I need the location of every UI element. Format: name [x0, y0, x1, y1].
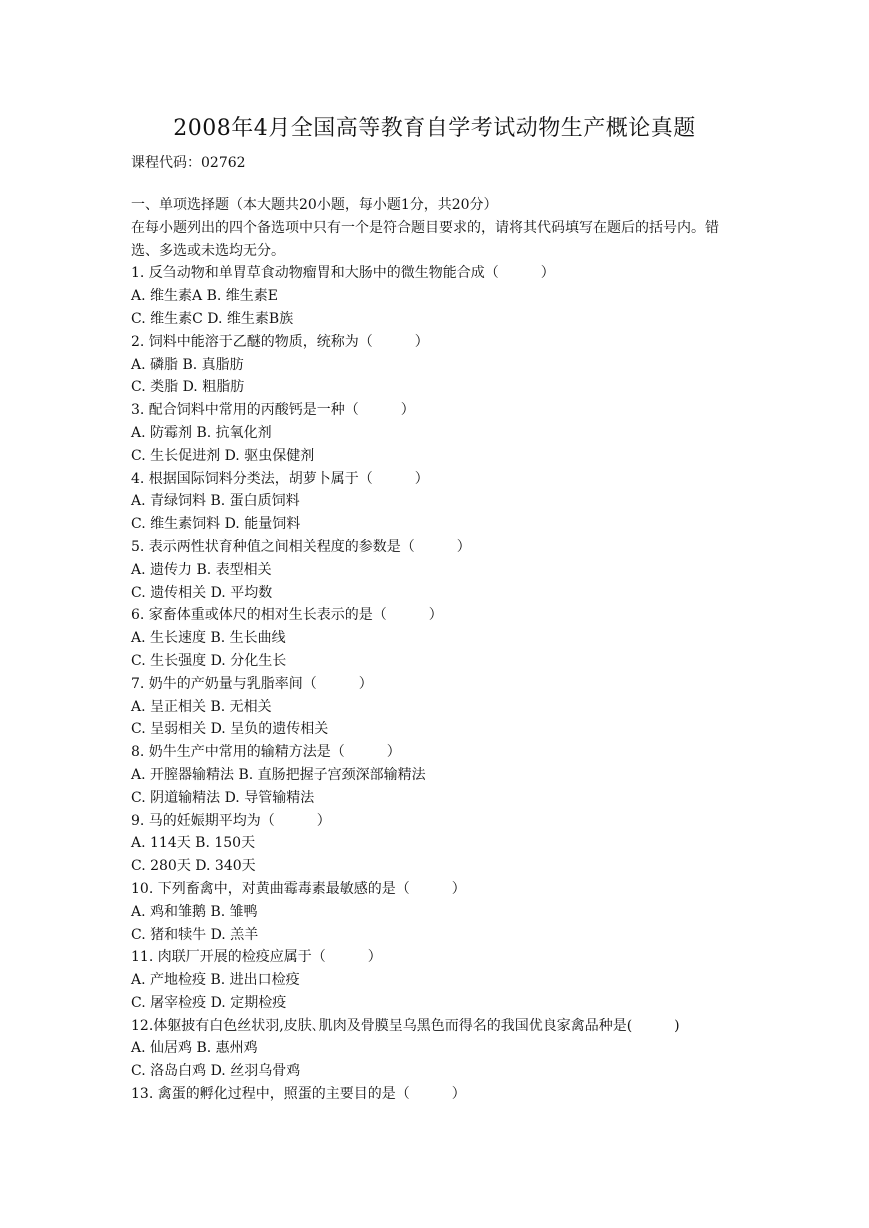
options-ab: A. 鸡和雏鹅 B. 雏鸭: [131, 903, 258, 920]
options-cd: C. 生长强度 D. 分化生长: [131, 652, 287, 669]
question-item: [131, 399, 743, 467]
question-item: [131, 468, 743, 536]
question-item: [131, 1015, 743, 1083]
options-cd: C. 阴道输精法 D. 导管输精法: [131, 789, 315, 806]
question-stem: 9. 马的妊娠期平均为（ ）: [131, 812, 331, 829]
question-item: [131, 536, 743, 604]
options-cd: C. 生长促进剂 D. 驱虫保健剂: [131, 447, 315, 464]
question-stem: 11. 肉联厂开展的检疫应属于（ ）: [131, 949, 382, 966]
question-stem: 8. 奶牛生产中常用的输精方法是（ ）: [131, 744, 401, 761]
options-cd: C. 维生素C D. 维生素B族: [131, 310, 294, 327]
options-ab: A. 114天 B. 150天: [131, 835, 256, 852]
options-cd: C. 遗传相关 D. 平均数: [131, 584, 273, 601]
question-stem: 5. 表示两性状育种值之间相关程度的参数是（ ）: [131, 538, 471, 555]
options-cd: C. 280天 D. 340天: [131, 858, 256, 875]
course-code: 课程代码：02762: [131, 155, 246, 171]
options-cd: C. 猪和犊牛 D. 羔羊: [131, 926, 259, 943]
options-ab: A. 产地检疫 B. 进出口检疫: [131, 972, 300, 989]
question-section: [131, 194, 743, 1106]
question-item: [131, 741, 743, 809]
options-ab: A. 磷脂 B. 真脂肪: [131, 356, 244, 373]
page-title: 2008年4月全国高等教育自学考试动物生产概论真题: [173, 116, 696, 141]
options-ab: A. 遗传力 B. 表型相关: [131, 561, 272, 578]
options-ab: A. 呈正相关 B. 无相关: [131, 698, 272, 715]
section-instruction: 在每小题列出的四个备选项中只有一个是符合题目要求的，请将其代码填写在题后的括号内。错选、多选或未选均无分。: [131, 219, 719, 259]
question-stem: 7. 奶牛的产奶量与乳脂率间（ ）: [131, 675, 373, 692]
question-item: [131, 946, 743, 1014]
options-ab: A. 维生素A B. 维生素E: [131, 288, 278, 305]
question-item: [131, 604, 743, 672]
question-stem: 10. 下列畜禽中，对黄曲霉毒素最敏感的是（ ）: [131, 880, 466, 897]
question-list: [131, 262, 743, 1083]
options-cd: C. 类脂 D. 粗脂肪: [131, 379, 245, 396]
question-stem: 1. 反刍动物和单胃草食动物瘤胃和大肠中的微生物能合成（ ）: [131, 265, 555, 282]
options-ab: A. 开膣器输精法 B. 直肠把握子宫颈深部输精法: [131, 766, 426, 783]
options-ab: A. 青绿饲料 B. 蛋白质饲料: [131, 493, 300, 510]
options-cd: C. 洛岛白鸡 D. 丝羽乌骨鸡: [131, 1063, 301, 1080]
question-item: [131, 878, 743, 946]
question-stem: 12.体躯披有白色丝状羽,皮肤､肌肉及骨膜呈乌黑色而得名的我国优良家禽品种是( ): [131, 1017, 680, 1034]
question-item: [131, 673, 743, 741]
question-item: [131, 262, 743, 330]
options-ab: A. 生长速度 B. 生长曲线: [131, 630, 286, 647]
question-item: [131, 810, 743, 878]
options-cd: C. 呈弱相关 D. 呈负的遗传相关: [131, 721, 329, 738]
question-stem: 6. 家畜体重或体尺的相对生长表示的是（ ）: [131, 607, 443, 624]
question-stem: 4. 根据国际饲料分类法，胡萝卜属于（ ）: [131, 470, 429, 487]
question-stem: 2. 饲料中能溶于乙醚的物质，统称为（ ）: [131, 333, 429, 350]
section-heading: 一、单项选择题（本大题共20小题，每小题1分，共20分）: [131, 197, 498, 213]
question-stem: 3. 配合饲料中常用的丙酸钙是一种（ ）: [131, 402, 415, 419]
question-stem: 13. 禽蛋的孵化过程中，照蛋的主要目的是（ ）: [131, 1086, 466, 1103]
options-cd: C. 维生素饲料 D. 能量饲料: [131, 516, 301, 533]
options-ab: A. 防霉剂 B. 抗氧化剂: [131, 424, 272, 441]
options-ab: A. 仙居鸡 B. 惠州鸡: [131, 1040, 258, 1057]
question-item: [131, 331, 743, 399]
options-cd: C. 屠宰检疫 D. 定期检疫: [131, 994, 287, 1011]
